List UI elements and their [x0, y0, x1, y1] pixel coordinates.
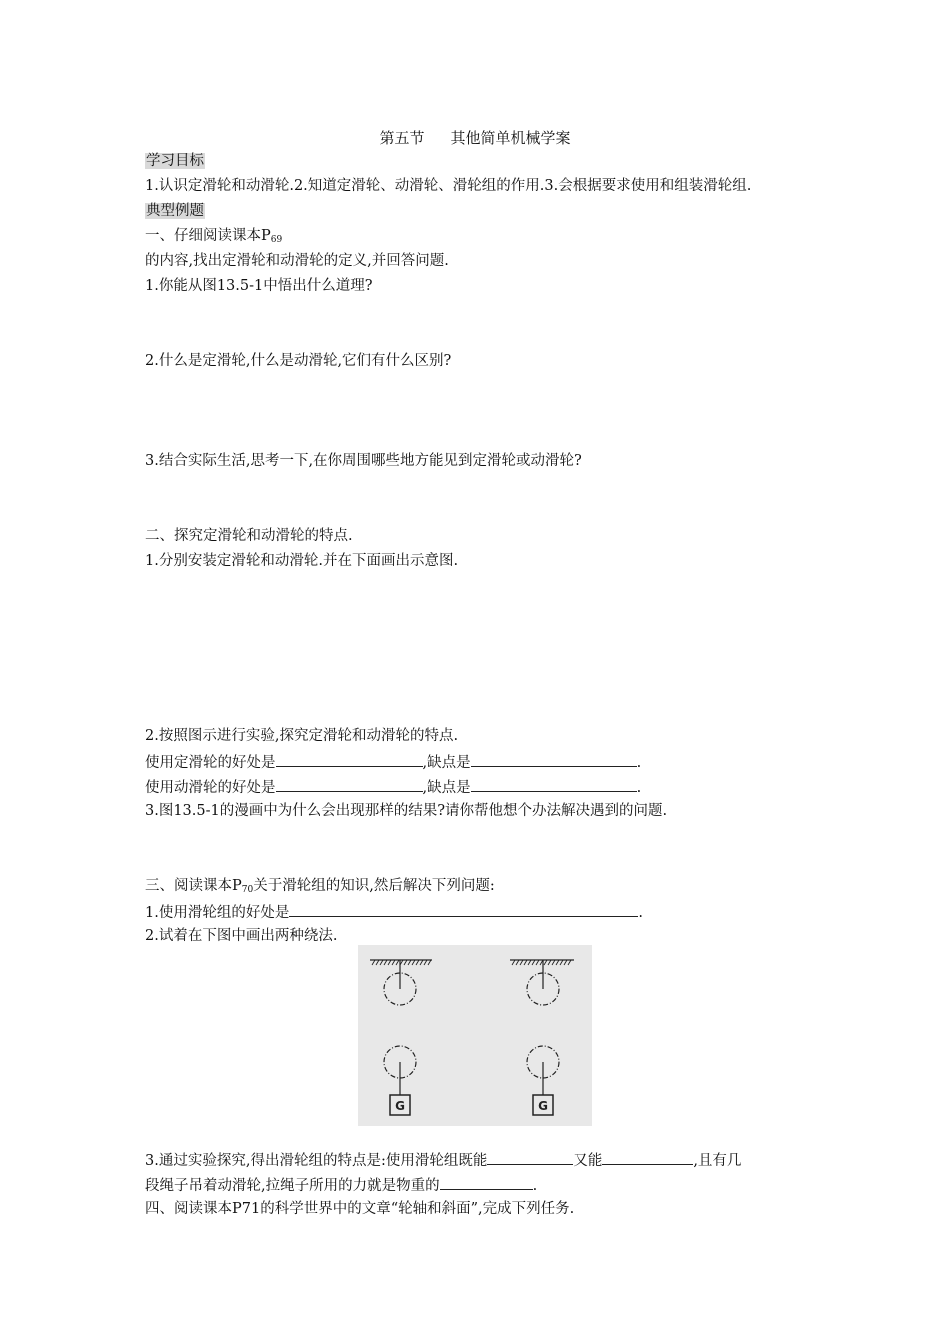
section-heading-goals: 学习目标	[146, 153, 204, 169]
answer-blank[interactable]	[276, 751, 423, 767]
section-2-heading: 二、探究定滑轮和动滑轮的特点.	[145, 528, 353, 544]
question-1-1: 1.你能从图13.5-1中悟出什么道理?	[145, 278, 373, 294]
question-2-1: 1.分别安装定滑轮和动滑轮.并在下面画出示意图.	[145, 553, 459, 569]
weight-label-left: G	[395, 1099, 405, 1113]
question-3-3-line2: 段绳子吊着动滑轮,拉绳子所用的力就是物重的 .	[145, 1174, 537, 1196]
weight-label-right: G	[538, 1099, 548, 1113]
answer-blank[interactable]	[471, 776, 637, 792]
section-4-heading: 四、阅读课本P71的科学世界中的文章“轮轴和斜面”,完成下列任务.	[145, 1201, 575, 1217]
question-1-3: 3.结合实际生活,思考一下,在你周围哪些地方能见到定滑轮或动滑轮?	[145, 453, 582, 469]
question-3-2: 2.试着在下图中画出两种绕法.	[145, 928, 338, 944]
answer-blank[interactable]	[289, 901, 638, 917]
pulley-system-left	[370, 960, 432, 1115]
question-2-3: 3.图13.5-1的漫画中为什么会出现那样的结果?请你帮他想个办法解决遇到的问题.	[145, 803, 668, 819]
answer-blank[interactable]	[276, 776, 423, 792]
fixed-pulley-line: 使用定滑轮的好处是 ,缺点是 .	[145, 751, 641, 773]
section-1-continuation: 的内容,找出定滑轮和动滑轮的定义,并回答问题.	[145, 253, 449, 269]
question-3-3-line1: 3.通过实验探究,得出滑轮组的特点是:使用滑轮组既能 又能 ,且有几	[145, 1149, 741, 1171]
answer-blank[interactable]	[602, 1149, 693, 1165]
pulley-figure	[358, 945, 592, 1126]
answer-blank[interactable]	[471, 751, 637, 767]
pulley-system-right	[510, 960, 574, 1115]
answer-blank[interactable]	[440, 1174, 533, 1190]
answer-blank[interactable]	[487, 1149, 573, 1165]
question-1-2: 2.什么是定滑轮,什么是动滑轮,它们有什么区别?	[145, 353, 452, 369]
section-heading-examples: 典型例题	[146, 203, 204, 219]
movable-pulley-line: 使用动滑轮的好处是 ,缺点是 .	[145, 776, 641, 798]
question-3-1: 1.使用滑轮组的好处是 .	[145, 901, 643, 923]
goals-text: 1.认识定滑轮和动滑轮.2.知道定滑轮、动滑轮、滑轮组的作用.3.会根据要求使用和组装滑轮组.	[145, 178, 752, 194]
section-3-heading: 三、阅读课本$P_{70}$关于滑轮组的知识,然后解决下列问题:	[145, 878, 495, 895]
page-title: 第五节 其他简单机械学案	[379, 129, 571, 147]
question-2-2: 2.按照图示进行实验,探究定滑轮和动滑轮的特点.	[145, 728, 459, 744]
section-1-heading: 一、仔细阅读课本$P_{69}$	[145, 228, 283, 245]
